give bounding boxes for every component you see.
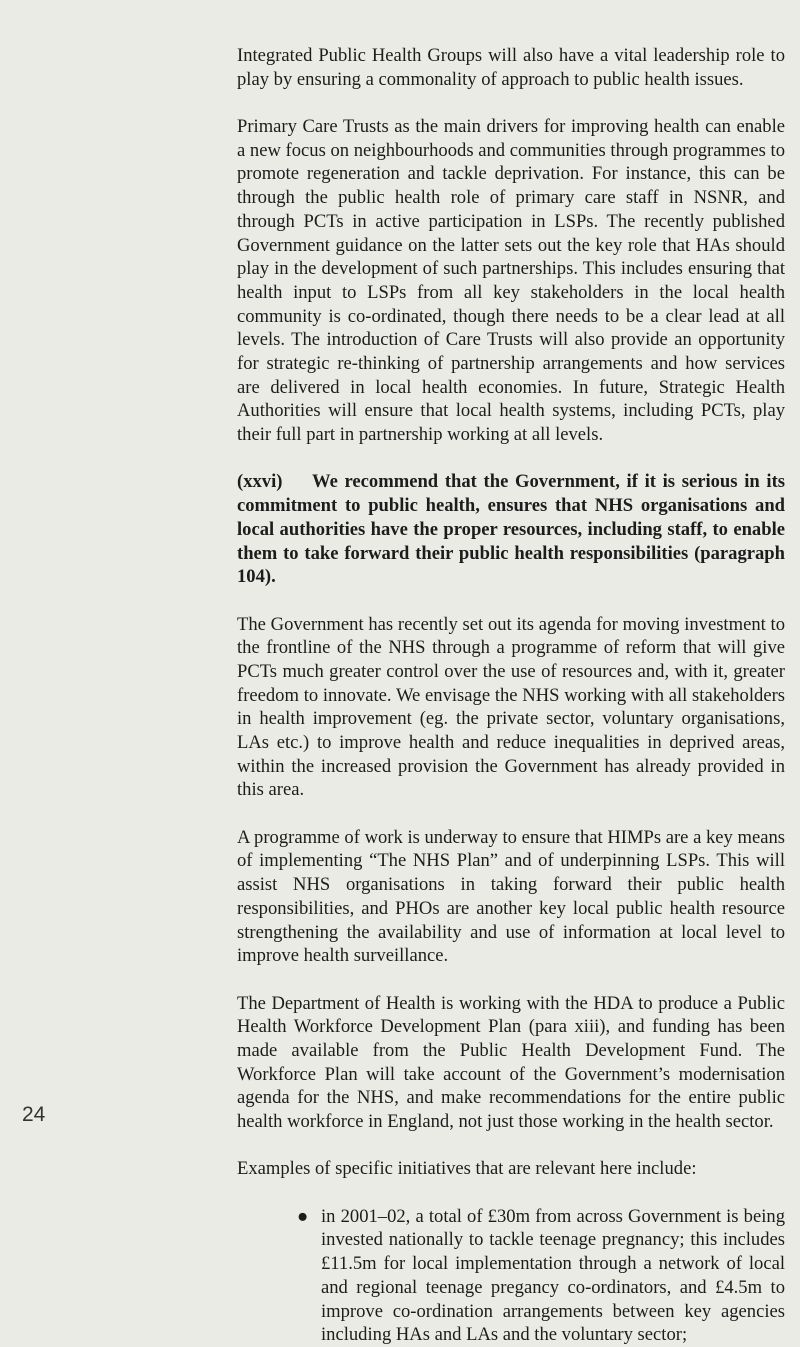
recommendation-xxvi	[237, 470, 785, 589]
initiatives-list	[237, 1205, 785, 1347]
paragraph-government-agenda: The Government has recently set out its agenda for moving investment to the frontline of the NHS through a programme of reform that will give PCTs much greater control over the use of resources and, with it, greater freedom to innovate. We envisage the NHS working with all stakeholders in health improvement (eg. the private sector, voluntary organisations, LAs etc.) to improve health and reduce inequalities in deprived areas, within the increased provision the Government has already provided in this area.	[237, 613, 785, 801]
page-number: 24	[22, 1103, 46, 1126]
paragraph-primary-care-trusts: Primary Care Trusts as the main drivers for improving health can enable a new focus on neighbourhoods and communities through programmes to promote regeneration and tackle deprivation. For instance, this can be through the public health role of primary care staff in NSNR, and through PCTs in active participation in LSPs. The recently published Government guidance on the latter sets out the key role that HAs should play in the development of such partnerships. This includes ensuring that health input to LSPs from all key stakeholders in the local health community is co-ordinated, though there needs to be a clear lead at all levels. The introduction of Care Trusts will also provide an opportunity for strategic re-thinking of partnership arrangements and how services are delivered in local health economies. In future, Strategic Health Authorities will ensure that local health systems, including PCTs, play their full part in partnership working at all levels.	[237, 116, 785, 446]
paragraph-workforce-plan: The Department of Health is working with the HDA to produce a Public Health Workforce Development Plan (para xiii), and funding has been made available from the Public Health Development Fund. The Workforce Plan will take account of the Government’s modernisation agenda for the NHS, and make recommendations for the entire public health workforce in England, not just those working in the health sector.	[237, 992, 785, 1133]
recommendation-text: We recommend that the Government, if it is serious in its commitment to public health, ensures that NHS organisations and local authorities have the proper resources, including staff, to enable them to take forward their public health responsibilities (paragraph 104).	[237, 471, 785, 588]
bullet-icon: ●	[297, 1205, 309, 1227]
recommendation-number: (xxvi)	[237, 471, 283, 493]
paragraph-examples-intro: Examples of specific initiatives that are relevant here include:	[237, 1158, 697, 1180]
list-item	[237, 1205, 785, 1347]
paragraph-himps-programme: A programme of work is underway to ensure that HIMPs are a key means of implementing “The NHS Plan” and of underpinning LSPs. This will assist NHS organisations in taking forward their public health responsibilities, and PHOs are another key local public health resource strengthening the availability and use of information at local level to improve health surveillance.	[237, 826, 785, 967]
list-item-text: in 2001–02, a total of £30m from across Government is being invested nationally to tackle teenage pregnancy; this includes £11.5m for local implementation through a network of local and regional teenage pregancy co-ordinators, and £4.5m to improve co-ordination arrangements between key agencies including HAs and LAs and the voluntary sector;	[321, 1205, 785, 1346]
document-body	[237, 44, 785, 1347]
paragraph-ipha-groups: Integrated Public Health Groups will also have a vital leadership role to play by ensuring a commonality of approach to public health issues.	[237, 45, 785, 90]
